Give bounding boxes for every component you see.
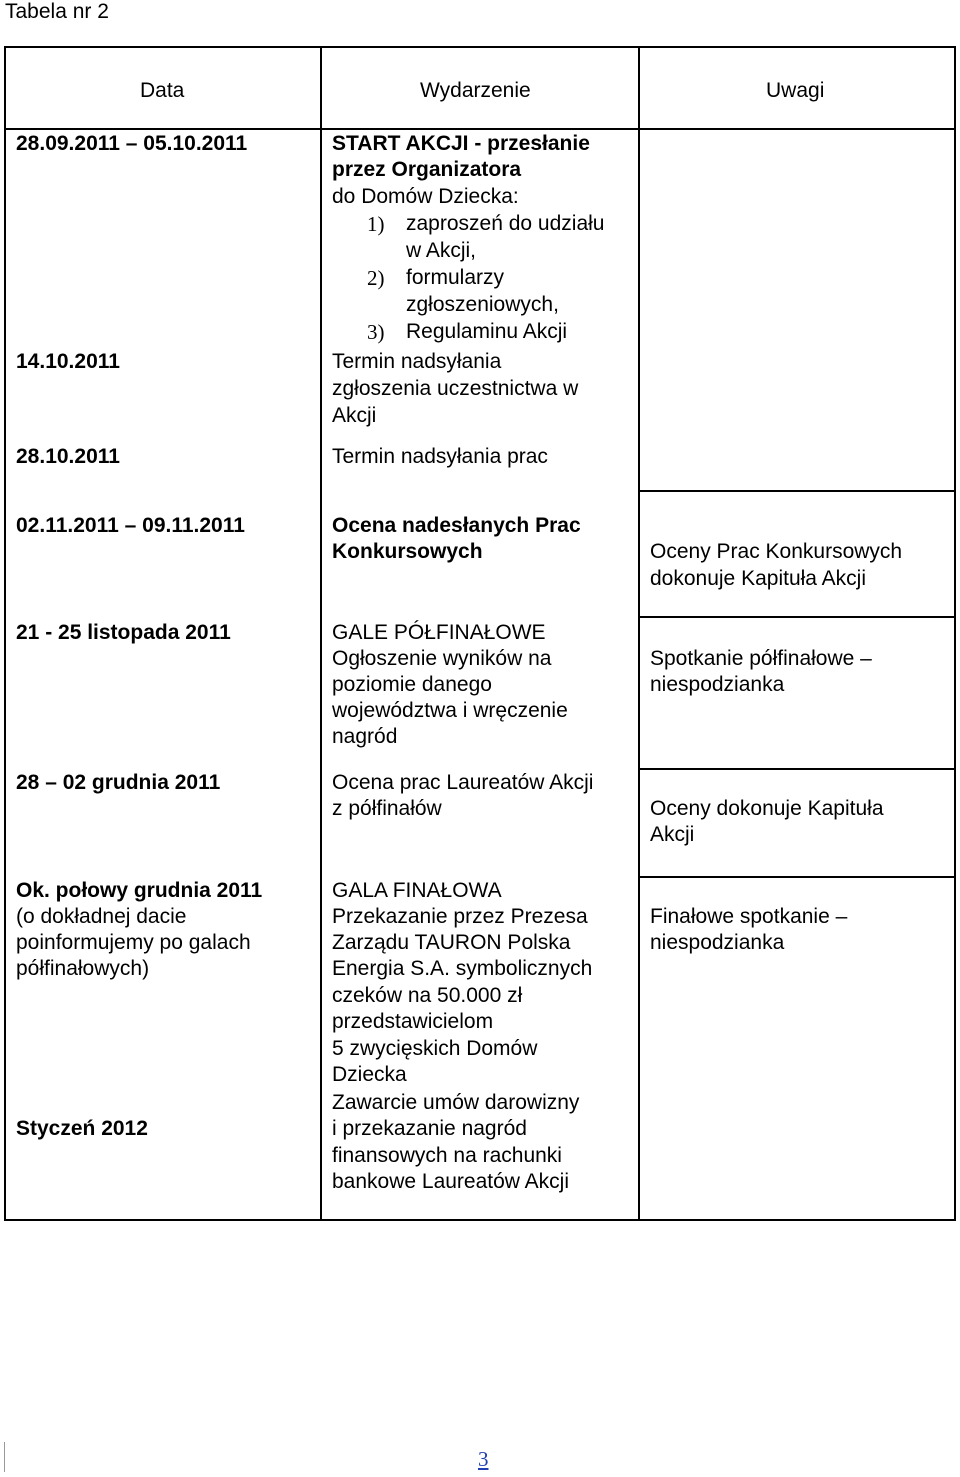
event-text-line: Akcji (332, 404, 377, 427)
date-note-line: poinformujemy po galach (16, 931, 251, 954)
row-date: 21 - 25 listopada 2011 (16, 621, 231, 644)
note-line: niespodzianka (650, 931, 785, 954)
event-title-line: Konkursowych (332, 540, 483, 563)
document-title: Tabela nr 2 (5, 0, 109, 23)
header-notes: Uwagi (766, 79, 825, 102)
note-line: Akcji (650, 823, 695, 846)
event-title-line: GALE PÓŁFINAŁOWE (332, 621, 546, 644)
list-number: 2) (367, 266, 385, 290)
event-text-line: bankowe Laureatów Akcji (332, 1170, 569, 1193)
event-text-line: Ogłoszenie wyników na (332, 647, 552, 670)
row-date: 14.10.2011 (16, 350, 120, 373)
event-text-line: Energia S.A. symbolicznych (332, 957, 593, 980)
header-date: Data (140, 79, 185, 102)
header-event: Wydarzenie (420, 79, 531, 102)
row-date: Styczeń 2012 (16, 1117, 148, 1140)
row-date: Ok. połowy grudnia 2011 (16, 879, 263, 902)
column-divider (320, 48, 322, 1219)
note-line: Oceny dokonuje Kapituła (650, 797, 884, 820)
list-number: 3) (367, 320, 385, 344)
event-text-line: Zawarcie umów darowizny (332, 1091, 580, 1114)
list-item-line: Regulaminu Akcji (406, 320, 568, 343)
row-date: 02.11.2011 – 09.11.2011 (16, 514, 245, 537)
event-text-line: i przekazanie nagród (332, 1117, 527, 1140)
event-text-line: Ocena prac Laureatów Akcji (332, 771, 594, 794)
note-line: Oceny Prac Konkursowych (650, 540, 903, 563)
page-margin-mark (4, 1442, 5, 1472)
list-number: 1) (367, 212, 385, 236)
list-item-line: w Akcji, (406, 239, 477, 262)
event-text-line: Termin nadsyłania (332, 350, 502, 373)
event-text-line: Zarządu TAURON Polska (332, 931, 571, 954)
row-divider (640, 768, 954, 770)
event-text-line: 5 zwycięskich Domów (332, 1037, 538, 1060)
event-text-line: finansowych na rachunki (332, 1144, 562, 1167)
event-text-line: z półfinałów (332, 797, 442, 820)
list-item-line: formularzy (406, 266, 505, 289)
note-line: Spotkanie półfinałowe – (650, 647, 872, 670)
note-line: niespodzianka (650, 673, 785, 696)
event-text-line: poziomie danego (332, 673, 492, 696)
date-note-line: (o dokładnej dacie (16, 905, 187, 928)
event-text-line: nagród (332, 725, 398, 748)
row-date: 28 – 02 grudnia 2011 (16, 771, 221, 794)
event-title-line: GALA FINAŁOWA (332, 879, 502, 902)
list-item-line: zaproszeń do udziału (406, 212, 605, 235)
row-divider (640, 616, 954, 618)
event-title-line: przez Organizatora (332, 158, 522, 181)
row-date: 28.09.2011 – 05.10.2011 (16, 132, 248, 155)
event-text-line: zgłoszenia uczestnictwa w (332, 377, 579, 400)
row-date: 28.10.2011 (16, 445, 120, 468)
event-title-line: START AKCJI - przesłanie (332, 132, 590, 155)
row-divider (640, 876, 954, 878)
page-number: 3 (478, 1447, 489, 1471)
event-text-line: województwa i wręczenie (332, 699, 568, 722)
list-item-line: zgłoszeniowych, (406, 293, 559, 316)
event-title-line: Ocena nadesłanych Prac (332, 514, 581, 537)
event-text-line: do Domów Dziecka: (332, 185, 519, 208)
event-text-line: Dziecka (332, 1063, 407, 1086)
event-text-line: Termin nadsyłania prac (332, 445, 548, 468)
date-note-line: półfinałowych) (16, 957, 150, 980)
event-text-line: przedstawicielom (332, 1010, 494, 1033)
column-divider (638, 48, 640, 1219)
row-divider (6, 128, 954, 130)
note-line: dokonuje Kapituła Akcji (650, 567, 866, 590)
row-divider (640, 490, 954, 492)
event-text-line: czeków na 50.000 zł (332, 984, 523, 1007)
note-line: Finałowe spotkanie – (650, 905, 848, 928)
event-text-line: Przekazanie przez Prezesa (332, 905, 588, 928)
